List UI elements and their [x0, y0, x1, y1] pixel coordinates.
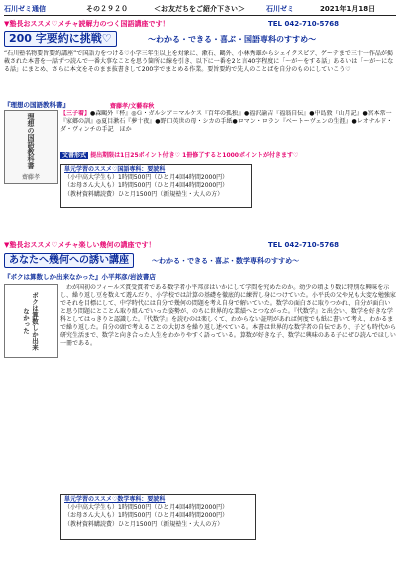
section1-book-title: 『理想の国語教科書』: [4, 101, 69, 109]
section1-subtitle: ～わかる・できる・喜ぶ・国語専科のすすめ～: [148, 35, 317, 44]
section2-lead: ▼塾長おススメ♡メチャ楽しい幾何の講座です！: [4, 241, 156, 249]
school-name: 石川ゼミ通信: [4, 5, 46, 13]
section1-tel: TEL 042-710-5768: [268, 20, 339, 28]
book-cover-image: [4, 284, 58, 358]
section1-contents: [60, 110, 396, 150]
section2-title: あなたへ幾何への誘い講座: [4, 253, 134, 268]
section1-title: 200 字要約に挑戦♡: [4, 31, 117, 47]
newsletter-header: [4, 4, 396, 16]
section2-subtitle: ～わかる・できる・喜ぶ・数学専科のすすめ～: [152, 257, 300, 265]
section1-book-publisher: 齋藤孝/文藝春秋: [110, 103, 155, 110]
course-title: 単元学習のススメ♡国語専科：要読科: [64, 166, 166, 173]
section1-lead: ▼塾長おススメ♡メチャ読解力のつく国語講座です！: [4, 20, 170, 28]
format-label: 文書形式: [62, 152, 87, 159]
book-cover-author: 齋藤孝: [21, 174, 40, 181]
section1-intro: “石川塾名物要旨要約講座”で国語力をつける♡小学三年生以上を対象に、漱石、鷗外、小林秀雄からシェイクスピア、ゲーテまで三十一作品が掲載された本書を一話ずつ読んで一番大事なことを思う箇所に線を引き、以下に一番を2と言40字程度に「～が～をする話」あるいは「～が～になる話」にまとめ、さらに本文をそのまま抜書きして200字でまとめる作業。要旨要約で先人のことばを自分のものにしていこう♡: [4, 50, 394, 73]
header-tagline: ＜お友だちをご紹介下さい＞: [154, 5, 245, 13]
section2-course-box: [60, 494, 256, 540]
section2-book-title: 『ボクは算数しか出来なかった』小平邦彦/岩波書店: [4, 273, 156, 281]
section2-body: わが国初のフィールズ賞受賞者である数学者小平邦彦はいかにして学問を究めたのか。幼少の頃より数に特別な興味を示し、繰り返し豆を数えて遊んだり、小学校では計算の基礎を徹底的に練習し身につけていた。小平氏の父や兄も大変な勉強家でそれを目標にして、中学時代には自分で幾何の問題を考え自身で解いていた。数学の面白さに取りつかれ、自分が面白いと思う問題にとことん取り組んでいった姿勢が、のちに世界的な業績へとつながった。『代数学』と出会い、数学を好きな学科としてはっきりと認識した。『代数学』を読むのは楽しくて、わからない証明があれば何度でも紙に書いて考え、わかるまで繰り返した。自分の頭で考えることの大切さを繰り返し述べている。本書は世界的な数学者の自伝であり、子ども時代から研究生活まで、数学と向き合った人生をわかりやすく語っている。算数が好きな子、数学に興味のある子にぜひ読んでほしい一冊である。: [60, 284, 396, 347]
course-line: （教材資料購読費）ひと月1500円（新規塾生・大人の方）: [64, 520, 224, 528]
book-cover-title: ボクは算数しか出来なかった: [22, 291, 39, 351]
course-line: （小中高大学生も）1時間500円（ひと月4回4時間2000円）: [64, 504, 229, 512]
course-title: 単元学習のススメ♡数学専科：要読科: [64, 496, 166, 503]
course-line: （お母さん大人も）1時間500円（ひと月4回4時間2000円）: [64, 182, 229, 190]
section2-tel: TEL 042-710-5768: [268, 241, 339, 249]
book-cover-title: 理想の国語教科書: [27, 113, 35, 169]
course-line: （小中高大学生も）1時間500円（ひと月4回4時間2000円）: [64, 174, 229, 182]
course-line: （お母さん大人も）1時間500円（ひと月4回4時間2000円）: [64, 512, 229, 520]
course-line: （教材資料購読費）ひと月1500円（新規塾生・大人の方）: [64, 190, 224, 198]
issue-number: その２９２０: [86, 5, 128, 13]
contents-list: ●森鷗外『杯』◎Ｇ・ガルシア＝マルケス『百年の孤独』●福沢諭吉『福翁自伝』●中島敦『山月記』●宮本常一『家郷の訓』◎夏目漱石『夢十夜』●野口英世の母・シカの手紙●ロマン・ロラン『ベートーヴェンの生涯』●レオナルド・ダ・ヴィンチの手記 ほか: [60, 110, 393, 133]
section1-format: [60, 152, 396, 160]
format-text: 提出期限は1日25ポイント付き♡ 1冊修了すると1000ポイントが付きます♡: [90, 152, 299, 159]
contents-label: 【三子着】: [60, 110, 91, 117]
section1-course-box: [60, 164, 252, 208]
book-cover-image: [4, 110, 58, 184]
issue-date: 2021年1月18日: [320, 5, 376, 13]
brand-name: 石川ゼミ: [266, 5, 294, 13]
